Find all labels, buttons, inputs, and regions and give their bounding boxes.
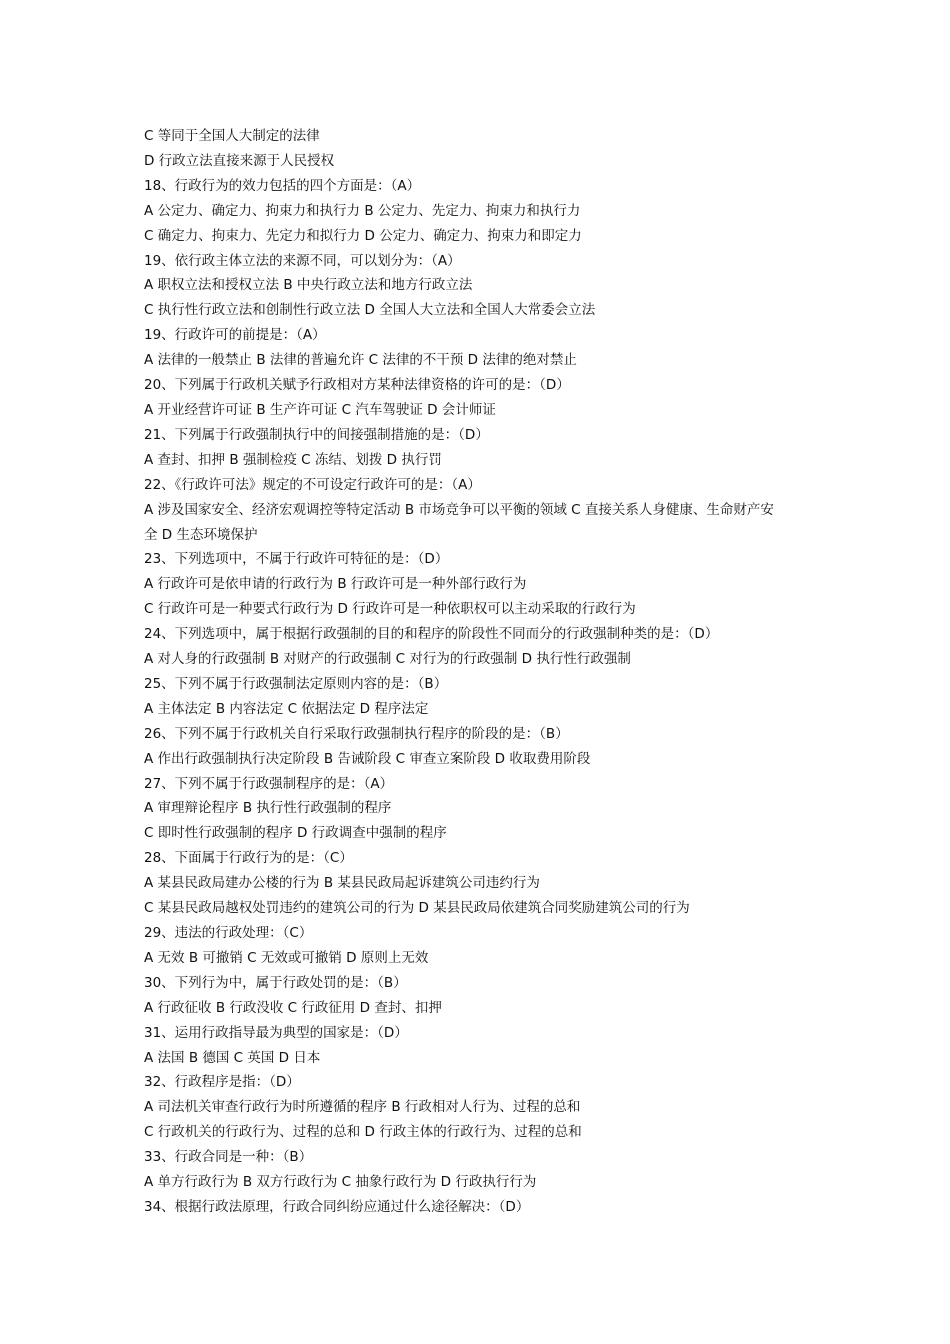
- question-line: 19、行政许可的前提是：（A）: [144, 327, 326, 344]
- question-line: 19、依行政主体立法的来源不同，可以划分为：（A）: [144, 252, 461, 269]
- question-line: 34、根据行政法原理，行政合同纠纷应通过什么途径解决：（D）: [144, 1198, 530, 1215]
- question-line: 26、下列不属于行政机关自行采取行政强制执行程序的阶段的是：（B）: [144, 725, 569, 742]
- question-line: 27、下列不属于行政强制程序的是：（A）: [144, 775, 394, 792]
- options-line: A 法国 B 德国 C 英国 D 日本: [144, 1049, 321, 1066]
- question-line: 31、运用行政指导最为典型的国家是：（D）: [144, 1024, 408, 1041]
- options-line: A 对人身的行政强制 B 对财产的行政强制 C 对行为的行政强制 D 执行性行政强制: [144, 651, 631, 668]
- options-line: A 法律的一般禁止 B 法律的普遍允许 C 法律的不干预 D 法律的绝对禁止: [144, 352, 577, 369]
- question-line: 28、下面属于行政行为的是：（C）: [144, 850, 353, 867]
- question-line: 29、违法的行政处理：（C）: [144, 925, 313, 941]
- question-line: 32、行政程序是指：（D）: [144, 1074, 300, 1091]
- question-line: 23、下列选项中，不属于行政许可特征的是：（D）: [144, 551, 449, 568]
- options-line: C 行政许可是一种要式行政行为 D 行政许可是一种依职权可以主动采取的行政行为: [144, 601, 636, 618]
- question-line: 25、下列不属于行政强制法定原则内容的是：（B）: [144, 675, 448, 692]
- options-line: C 确定力、拘束力、先定力和拟行力 D 公定力、确定力、拘束力和即定力: [144, 227, 582, 244]
- options-line: A 作出行政强制执行决定阶段 B 告诫阶段 C 审查立案阶段 D 收取费用阶段: [144, 750, 591, 767]
- text-line: C 等同于全国人大制定的法律: [144, 128, 320, 144]
- options-line: A 审理辩论程序 B 执行性行政强制的程序: [144, 800, 392, 817]
- options-line: A 查封、扣押 B 强制检疫 C 冻结、划拨 D 执行罚: [144, 451, 442, 468]
- options-line: C 执行性行政立法和创制性行政立法 D 全国人大立法和全国人大常委会立法: [144, 302, 596, 319]
- options-line: C 即时性行政强制的程序 D 行政调查中强制的程序: [144, 825, 447, 842]
- options-line: A 无效 B 可撤销 C 无效或可撤销 D 原则上无效: [144, 949, 429, 966]
- options-line: A 行政许可是依申请的行政行为 B 行政许可是一种外部行政行为: [144, 576, 527, 593]
- options-line: A 开业经营许可证 B 生产许可证 C 汽车驾驶证 D 会计师证: [144, 401, 496, 418]
- options-line: 全 D 生态环境保护: [144, 526, 258, 543]
- question-line: 33、行政合同是一种：（B）: [144, 1149, 313, 1166]
- options-line: C 行政机关的行政行为、过程的总和 D 行政主体的行政行为、过程的总和: [144, 1124, 582, 1141]
- options-line: A 职权立法和授权立法 B 中央行政立法和地方行政立法: [144, 277, 473, 294]
- options-line: A 涉及国家安全、经济宏观调控等特定活动 B 市场竞争可以平衡的领域 C 直接关系人身健康、生命财产安: [144, 501, 774, 518]
- question-line: 30、下列行为中，属于行政处罚的是：（B）: [144, 974, 407, 991]
- question-line: 20、下列属于行政机关赋予行政相对方某种法律资格的许可的是：（D）: [144, 377, 570, 394]
- text-line: D 行政立法直接来源于人民授权: [144, 152, 335, 169]
- question-line: 24、下列选项中，属于根据行政强制的目的和程序的阶段性不同而分的行政强制种类的是：（D）: [144, 626, 719, 643]
- options-line: A 公定力、确定力、拘束力和执行力 B 公定力、先定力、拘束力和执行力: [144, 202, 581, 219]
- question-line: 21、下列属于行政强制执行中的间接强制措施的是：（D）: [144, 426, 489, 443]
- question-line: 18、行政行为的效力包括的四个方面是：（A）: [144, 177, 421, 194]
- options-line: A 单方行政行为 B 双方行政行为 C 抽象行政行为 D 行政执行行为: [144, 1174, 537, 1191]
- options-line: A 行政征收 B 行政没收 C 行政征用 D 查封、扣押: [144, 999, 442, 1016]
- question-list: [144, 124, 824, 1220]
- question-line: 22、《行政许可法》规定的不可设定行政许可的是：（A）: [144, 476, 481, 493]
- options-line: A 司法机关审查行政行为时所遵循的程序 B 行政相对人行为、过程的总和: [144, 1099, 581, 1116]
- options-line: C 某县民政局越权处罚违约的建筑公司的行为 D 某县民政局依建筑合同奖励建筑公司的行为: [144, 900, 690, 917]
- options-line: A 主体法定 B 内容法定 C 依据法定 D 程序法定: [144, 700, 429, 717]
- options-line: A 某县民政局建办公楼的行为 B 某县民政局起诉建筑公司违约行为: [144, 875, 540, 892]
